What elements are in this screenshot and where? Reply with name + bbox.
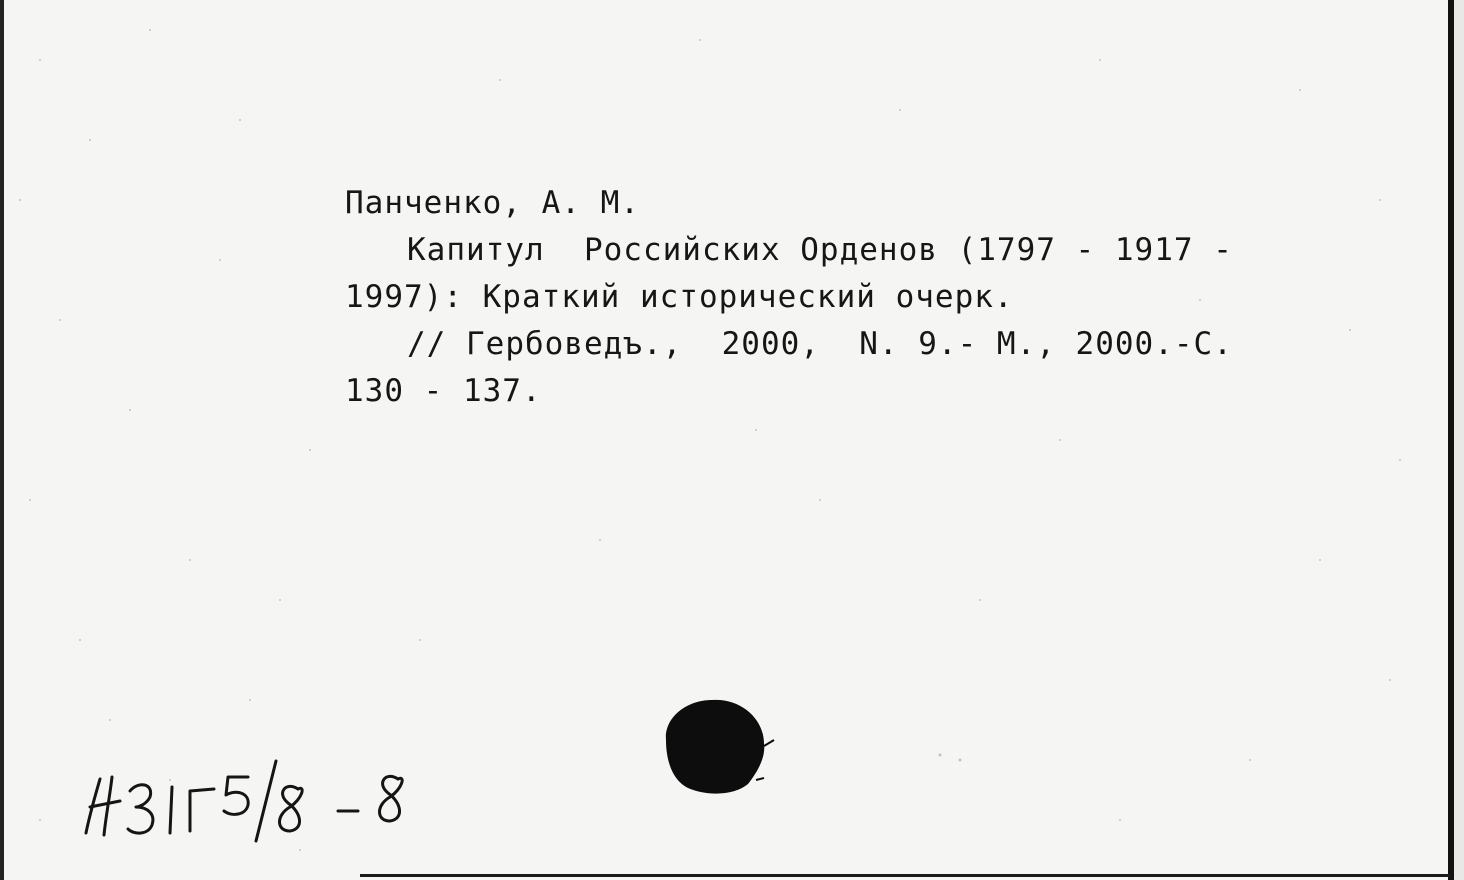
source-line-2: 130 - 137. (345, 373, 542, 409)
title-line-1: Капитул Российских Орденов (1797 - 1917 - (407, 232, 1233, 268)
card-left-border (0, 0, 4, 880)
punch-hole (656, 696, 780, 800)
card-edge-strip (1454, 0, 1464, 880)
bibliographic-entry (345, 180, 1305, 415)
title-line-2: 1997): Краткий исторический очерк. (345, 279, 1014, 315)
card-bottom-border (360, 874, 1450, 877)
source-line-1: // Гербоведъ., 2000, N. 9.- М., 2000.-С. (407, 326, 1233, 362)
handwritten-shelf-mark (76, 755, 426, 845)
author-line: Панченко, А. М. (345, 185, 640, 221)
